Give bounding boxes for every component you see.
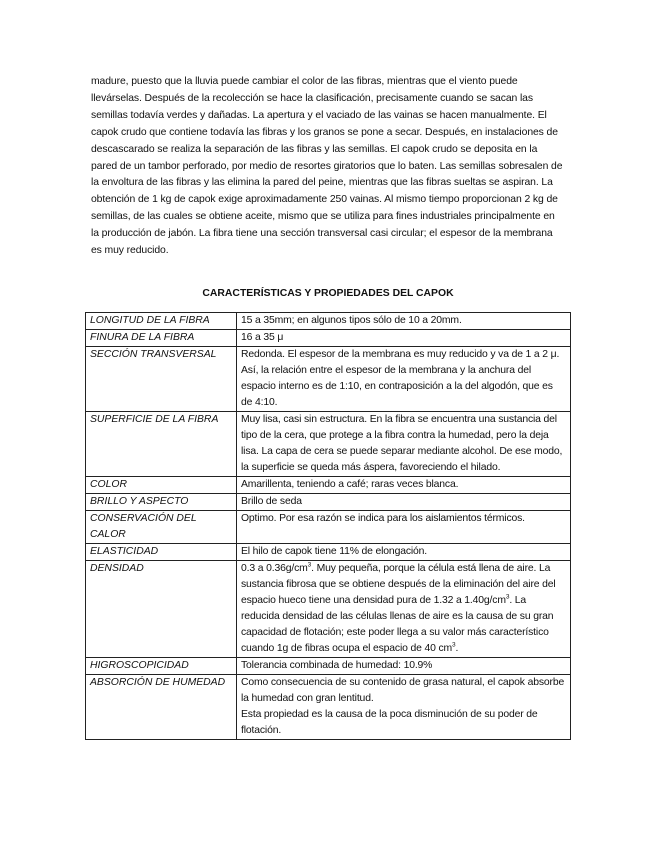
property-name: COLOR: [86, 477, 237, 494]
property-name: CONSERVACIÓN DEL CALOR: [86, 511, 237, 544]
property-name: SUPERFICIE DE LA FIBRA: [86, 412, 237, 477]
table-row: [86, 347, 571, 412]
table-row: [86, 511, 571, 544]
property-value: Amarillenta, teniendo a café; raras veces blanca.: [237, 477, 571, 494]
table-row: [86, 330, 571, 347]
property-value: Optimo. Por esa razón se indica para los aislamientos térmicos.: [237, 511, 571, 544]
property-value: [237, 675, 571, 740]
property-value: Brillo de seda: [237, 494, 571, 511]
table-row: [86, 658, 571, 675]
density-text-d: .: [455, 643, 459, 654]
property-name: ELASTICIDAD: [86, 544, 237, 561]
table-row: [86, 675, 571, 740]
property-value: Muy lisa, casi sin estructura. En la fibra se encuentra una sustancia del tipo de la cera, que protege a la fibra contra la humedad, pero la deja lisa. La capa de cera se puede separar mediante alcohol. De ese modo, la superficie se queda más áspera, favoreciendo el hilado.: [237, 412, 571, 477]
property-name: SECCIÓN TRANSVERSAL: [86, 347, 237, 412]
absorption-line-2: Esta propiedad es la causa de la poca disminución de su poder de flotación.: [241, 709, 538, 736]
table-row: [86, 313, 571, 330]
property-name: FINURA DE LA FIBRA: [86, 330, 237, 347]
density-text-c: . La reducida densidad de las células llenas de aire es la causa de su gran capacidad de flotación; este poder llega a su valor más característico cuando 1g de fibras ocupa el espacio de 40 cm: [241, 595, 554, 654]
cubic-superscript: 3: [307, 561, 312, 569]
absorption-line-1: Como consecuencia de su contenido de grasa natural, el capok absorbe la humedad con gran lentitud.: [241, 677, 565, 704]
property-value: [237, 561, 571, 658]
property-name: BRILLO Y ASPECTO: [86, 494, 237, 511]
property-value: 15 a 35mm; en algunos tipos sólo de 10 a 20mm.: [237, 313, 571, 330]
table-row: [86, 412, 571, 477]
property-name: HIGROSCOPICIDAD: [86, 658, 237, 675]
body-paragraph: madure, puesto que la lluvia puede cambiar el color de las fibras, mientras que el viento puede llevárselas. Después de la recolección se hace la clasificación, precisamente cuando se sacan las semillas todavía verdes y dañadas. La apertura y el vaciado de las vainas se hacen manualmente. El capok crudo que contiene todavía las fibras y los granos se pone a secar. Después, en instalaciones de descascarado se realiza la separación de las fibras y las semillas. El capok crudo se deposita en la pared de un tambor perforado, por medio de resortes giratorios que lo baten. Las semillas sobresalen de la envoltura de las fibras y las elimina la pared del peine, mientras que las fibras sueltas se aspiran. La obtención de 1 kg de capok exige aproximadamente 250 vainas. Al mismo tiempo proporcionan 2 kg de semillas, de las cuales se obtiene aceite, mismo que se utiliza para fines industriales principalmente en la producción de jabón. La fibra tiene una sección transversal casi circular; el espesor de la membrana es muy reducido.: [91, 76, 563, 257]
property-value: Tolerancia combinada de humedad: 10.9%: [237, 658, 571, 675]
table-row: [86, 494, 571, 511]
properties-table: [85, 312, 571, 740]
property-value: Redonda. El espesor de la membrana es muy reducido y va de 1 a 2 μ. Así, la relación entre el espesor de la membrana y la anchura del espacio interno es de 1:10, en contraposición a la del algodón, que es de 4:10.: [237, 347, 571, 412]
property-name: DENSIDAD: [86, 561, 237, 658]
property-value: 16 a 35 μ: [237, 330, 571, 347]
property-value: El hilo de capok tiene 11% de elongación.: [237, 544, 571, 561]
table-row: [86, 561, 571, 658]
table-row: [86, 544, 571, 561]
density-text-a: 0.3 a 0.36g/cm: [241, 563, 308, 574]
property-name: ABSORCIÓN DE HUMEDAD: [86, 675, 237, 740]
cubic-superscript: 3: [505, 593, 510, 601]
table-title: CARACTERÍSTICAS Y PROPIEDADES DEL CAPOK: [202, 288, 454, 299]
density-text-b: . Muy pequeña, porque la célula está llena de aire. La sustancia fibrosa que se obtiene después de la eliminación del aire del espacio hueco tiene una densidad pura de 1.32 a 1.40g/cm: [241, 563, 556, 606]
cubic-superscript: 3: [452, 641, 456, 649]
table-row: [86, 477, 571, 494]
property-name: LONGITUD DE LA FIBRA: [86, 313, 237, 330]
